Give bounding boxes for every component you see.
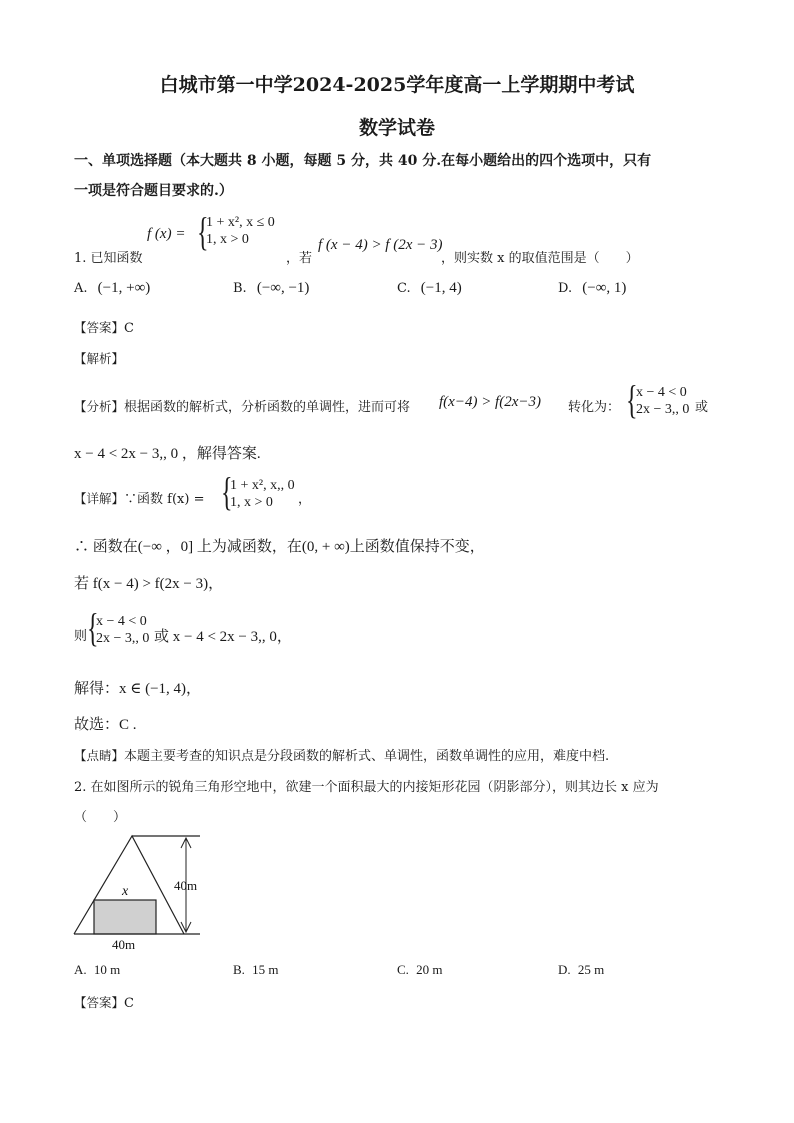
- dianjing-tag: 【点睛】: [74, 748, 125, 763]
- xj-case2: 1, x > 0: [230, 495, 273, 510]
- q2-triangle-figure: [70, 828, 220, 956]
- xj-comma: ，: [298, 492, 312, 507]
- label-x: x: [122, 884, 129, 899]
- q2-option-a-label: A.: [74, 962, 87, 977]
- then-sys2: 2x − 3,, 0: [96, 631, 150, 646]
- answer-value: C: [124, 321, 134, 336]
- fenxi-or: 或: [695, 400, 709, 415]
- q1-brace: {: [197, 209, 209, 254]
- q2-answer: [74, 993, 134, 1011]
- q1-func-name: f (x) =: [147, 226, 186, 242]
- analysis-tag: 【解析】: [74, 351, 125, 366]
- xj-case1: 1 + x², x,, 0: [230, 478, 295, 493]
- q1-option-b-label: B.: [233, 281, 247, 296]
- q1-option-b: [233, 280, 309, 297]
- q1-option-a-label: A.: [74, 281, 88, 296]
- fenxi-sys2: 2x − 3,, 0: [636, 402, 690, 417]
- q2-option-d-value: 25 m: [577, 962, 605, 977]
- then-prefix: 则: [74, 629, 88, 644]
- q1-option-c: [397, 280, 462, 297]
- q1-case1: 1 + x², x ≤ 0: [206, 215, 275, 230]
- q1-condition: f (x − 4) > f (2x − 3): [318, 237, 443, 253]
- q2-option-d-label: D.: [558, 962, 571, 977]
- then-suffix: 或 x − 4 < 2x − 3,, 0，: [154, 629, 292, 645]
- q2-answer-value: C: [124, 996, 134, 1011]
- page-title: 白城市第一中学2024-2025学年度高一上学期期中考试: [159, 74, 635, 96]
- fenxi-line2: x − 4 < 2x − 3,, 0 ，解得答案.: [74, 446, 261, 462]
- q2-stem-line1: 2. 在如图所示的锐角三角形空地中，欲建一个面积最大的内接矩形花园（阴影部分），则其边长 x 应为: [74, 780, 659, 795]
- q2-option-b: [233, 962, 279, 978]
- q1-option-c-label: C.: [397, 281, 411, 296]
- q2-option-a-value: 10 m: [93, 962, 121, 977]
- page-subtitle: 数学试卷: [358, 117, 435, 139]
- q2-answer-tag: 【答案】: [74, 995, 125, 1010]
- q2-option-c-value: 20 m: [416, 962, 443, 977]
- label-base: 40m: [112, 937, 136, 952]
- xiangjie-cases: [230, 477, 295, 511]
- solve-line: 解得：x ∈ (−1, 4)，: [74, 681, 202, 697]
- fenxi-tag: 【分析】: [74, 399, 125, 414]
- choose-line: 故选：C .: [74, 717, 137, 733]
- section-heading-line2: 一项是符合题目要求的.）: [74, 183, 233, 199]
- q1-fenxi: [74, 396, 410, 415]
- then-system: [96, 613, 149, 647]
- q1-xiangjie: [74, 488, 204, 507]
- q2-option-c-label: C.: [397, 962, 409, 977]
- fenxi-sys1: x − 4 < 0: [636, 385, 687, 400]
- fenxi-text2: 转化为：: [568, 400, 621, 415]
- then-sys1: x − 4 < 0: [96, 614, 147, 629]
- q1-cases: [206, 214, 275, 248]
- q1-option-b-value: (−∞, −1): [256, 280, 310, 296]
- q2-stem-line2: （ ）: [74, 810, 127, 825]
- xiangjie-tag: 【详解】: [74, 491, 125, 506]
- q2-option-c: [397, 962, 443, 978]
- q1-prefix: 1. 已知函数: [74, 251, 143, 266]
- q2-option-b-label: B.: [233, 962, 245, 977]
- q1-suffix: ，则实数 x 的取值范围是（ ）: [441, 251, 639, 266]
- q2-option-a: [74, 962, 120, 978]
- q1-option-d-value: (−∞, 1): [582, 280, 627, 296]
- fenxi-text: 根据函数的解析式，分析函数的单调性，进而可将: [124, 400, 411, 415]
- dianjing-text: 本题主要考查的知识点是分段函数的解析式、单调性，函数单调性的应用，难度中档.: [124, 749, 610, 764]
- q1-option-a-value: (−1, +∞): [97, 280, 151, 296]
- label-height: 40m: [174, 878, 198, 893]
- answer-tag: 【答案】: [74, 320, 125, 335]
- xiangjie-brace: {: [221, 469, 233, 514]
- q2-option-d: [558, 962, 604, 978]
- fenxi-expr: f(x−4) > f(2x−3): [439, 394, 541, 410]
- fenxi-system: [636, 384, 689, 418]
- q2-option-b-value: 15 m: [252, 962, 279, 977]
- fenxi-brace: {: [626, 377, 638, 422]
- q1-dianjing: [74, 745, 609, 764]
- q1-option-d: [558, 280, 626, 297]
- line-if: 若 f(x − 4) > f(2x − 3)，: [74, 576, 224, 592]
- q1-answer: [74, 318, 134, 336]
- q1-option-d-label: D.: [558, 281, 573, 296]
- section-heading-line1: 一、单项选择题（本大题共 8 小题，每题 5 分，共 40 分.在每小题给出的四个选项中，只有: [74, 153, 652, 169]
- q1-mid: ，若: [286, 251, 313, 266]
- q1-case2: 1, x > 0: [206, 232, 249, 247]
- q1-option-a: [74, 280, 150, 297]
- inscribed-rectangle: [94, 900, 156, 934]
- then-brace: {: [87, 605, 99, 650]
- q1-option-c-value: (−1, 4): [420, 280, 462, 296]
- xiangjie-text: ∵函数 f(x) =: [124, 492, 205, 507]
- line-monotonic: ∴ 函数在(−∞ ，0] 上为减函数，在(0, + ∞)上函数值保持不变，: [74, 539, 485, 555]
